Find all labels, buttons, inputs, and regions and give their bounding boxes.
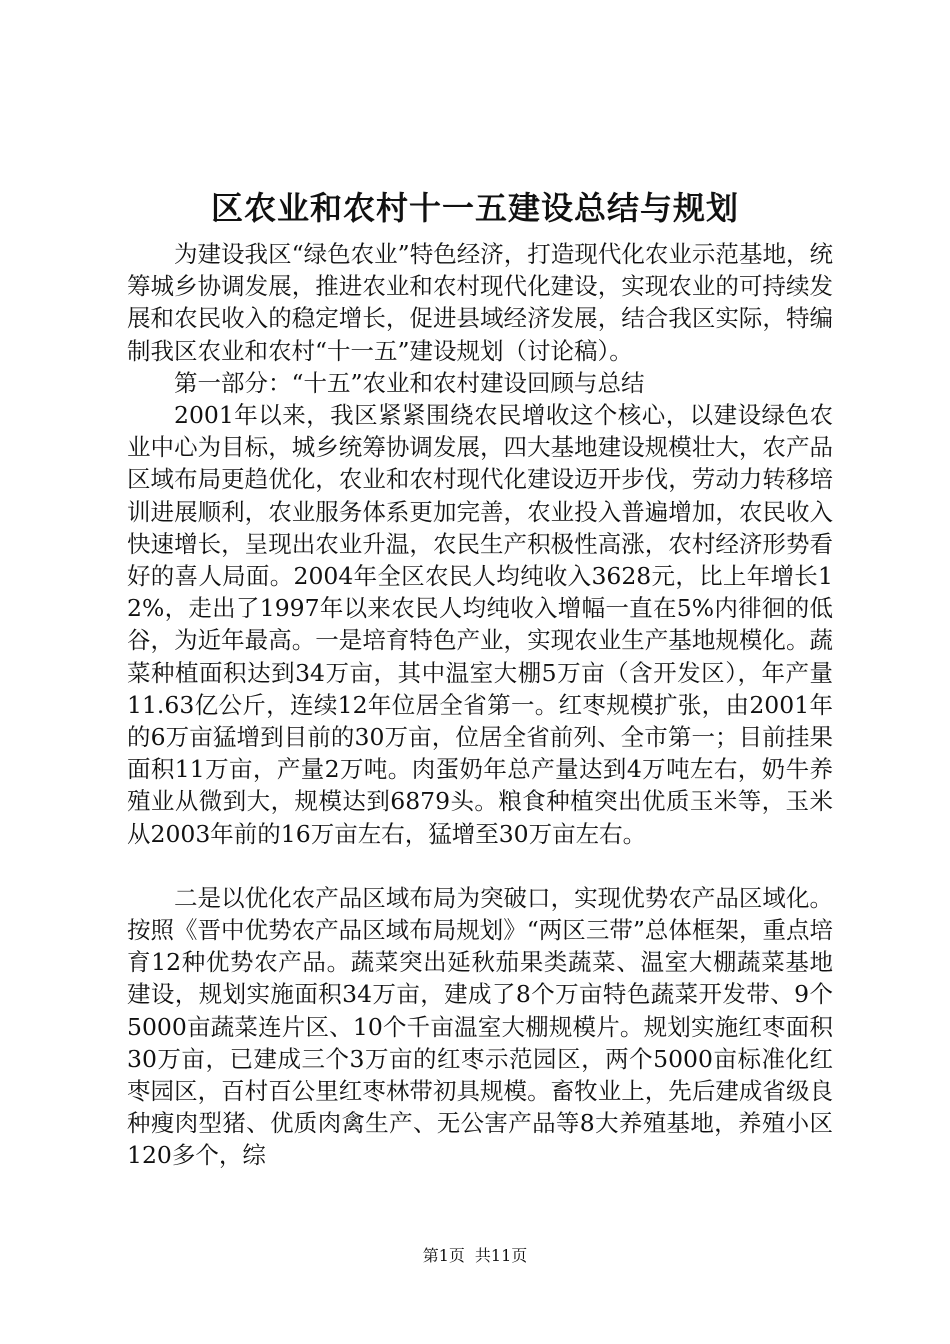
- intro-paragraph: 为建设我区“绿色农业”特色经济，打造现代化农业示范基地，统筹城乡协调发展，推进农业和农村现代化建设，实现农业的可持续发展和农民收入的稳定增长，促进县域经济发展，结合我区实际，特编制我区农业和农村“十一五”建设规划（讨论稿）。: [127, 240, 833, 365]
- page-footer: [0, 1244, 950, 1268]
- document-title: 区农业和农村十一五建设总结与规划: [210, 189, 739, 227]
- regionalization-paragraph: 二是以优化农产品区域布局为突破口，实现优势农产品区域化。按照《晋中优势农产品区域布局规划》“两区三带”总体框架，重点培育12种优势农产品。蔬菜突出延秋茄果类蔬菜、温室大棚蔬菜基地建设，规划实施面积34万亩，建成了8个万亩特色蔬菜开发带、9个5000亩蔬菜连片区、10个千亩温室大棚规模片。规划实施红枣面积30万亩，已建成三个3万亩的红枣示范园区，两个5000亩标准化红枣园区，百村百公里红枣林带初具规模。畜牧业上，先后建成省级良种瘦肉型猪、优质肉禽生产、无公害产品等8大养殖基地，养殖小区120多个，综: [127, 883, 833, 1170]
- review-paragraph: 2001年以来，我区紧紧围绕农民增收这个核心，以建设绿色农业中心为目标，城乡统筹协调发展，四大基地建设规模壮大，农产品区域布局更趋优化，农业和农村现代化建设迈开步伐，劳动力转移培训进展顺利，农业服务体系更加完善，农业投入普遍增加，农民收入快速增长，呈现出农业升温，农民生产积极性高涨，农村经济形势看好的喜人局面。2004年全区农民人均纯收入3628元，比上年增长12%，走出了1997年以来农民人均纯收入增幅一直在5%内徘徊的低谷，为近年最高。一是培育特色产业，实现农业生产基地规模化。蔬菜种植面积达到34万亩，其中温室大棚5万亩（含开发区），年产量11.63亿公斤，连续12年位居全省第一。红枣规模扩张，由2001年的6万亩猛增到目前的30万亩，位居全省前列、全市第一；目前挂果面积11万亩，产量2万吨。肉蛋奶年总产量达到4万吨左右，奶牛养殖业从微到大，规模达到6879头。粮食种植突出优质玉米等，玉米从2003年前的16万亩左右，猛增至30万亩左右。: [127, 401, 833, 848]
- document-body: [127, 238, 833, 1172]
- section-heading: 第一部分：“十五”农业和农村建设回顾与总结: [174, 368, 645, 397]
- page-number: 第1页: [422, 1246, 465, 1265]
- page-total: 共11页: [474, 1246, 528, 1265]
